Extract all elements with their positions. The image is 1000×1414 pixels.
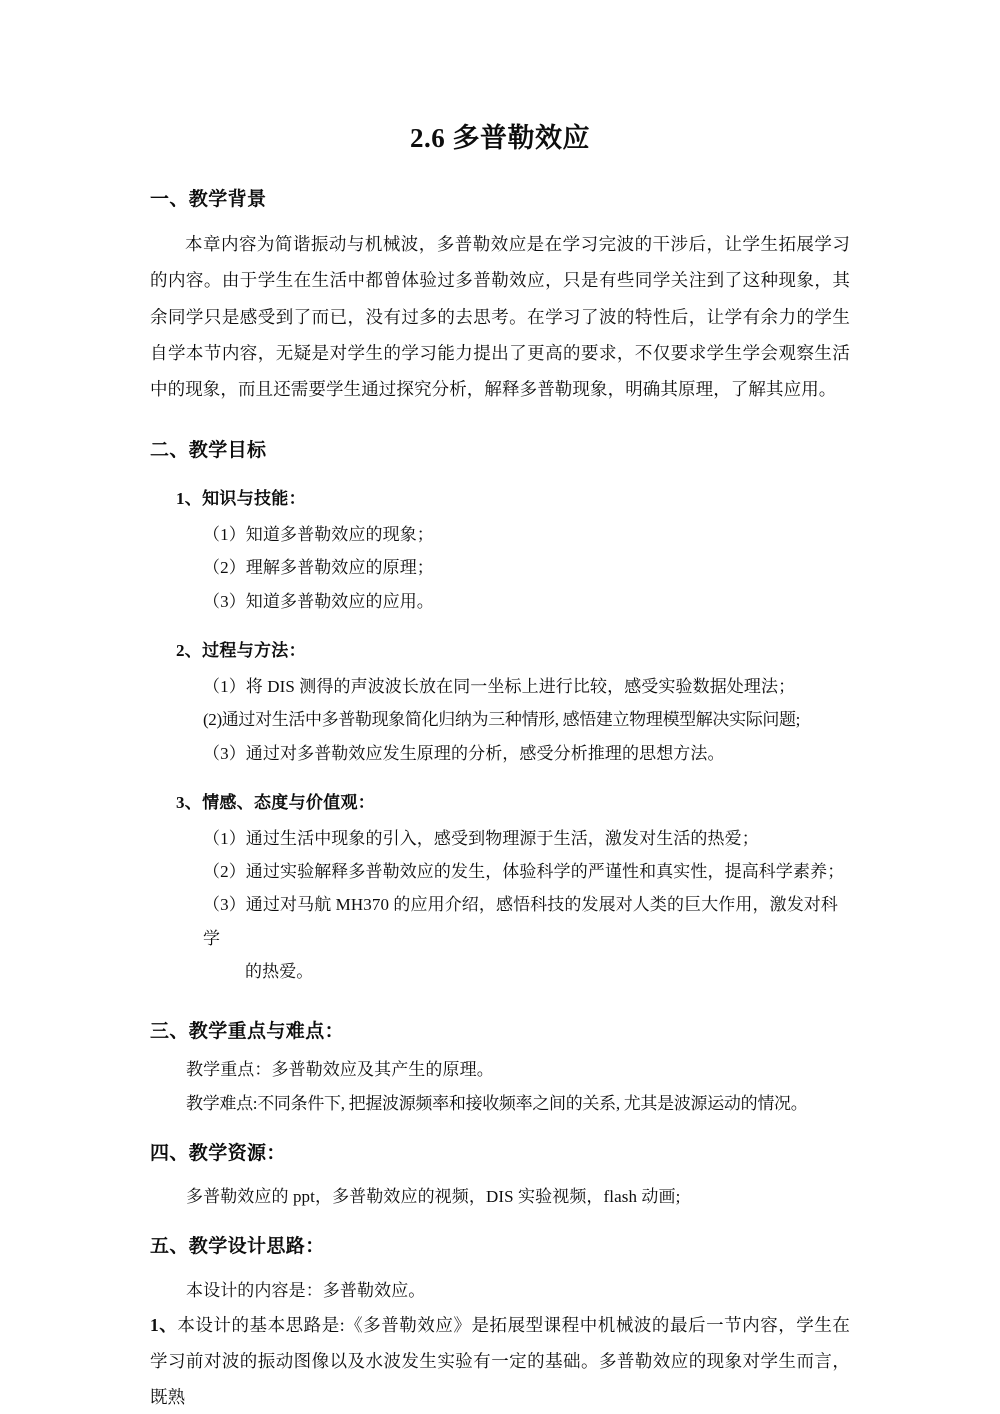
teaching-focus-line: 教学重点：多普勒效应及其产生的原理。 <box>186 1060 494 1080</box>
section-heading-objectives: 二、教学目标 <box>150 440 267 462</box>
background-paragraph: 本章内容为简谐振动与机械波，多普勒效应是在学习完波的干涉后，让学生拓展学习的内容。由于学生在生活中都曾体验过多普勒效应，只是有些同学关注到了这种现象，其余同学只是感受到了而已，没有过多的去思考。在学习了波的特性后，让学有余力的学生自学本节内容，无疑是对学生的学习能力提出了更高的要求，不仅要求学生学会观察生活中的现象，而且还需要学生通过探究分析，解释多普勒现象，明确其原理，了解其应用。 <box>150 234 850 400</box>
design-intro-line: 本设计的内容是：多普勒效应。 <box>186 1280 426 1300</box>
objective-group-label-process: 2、过程与方法： <box>176 640 306 660</box>
list-item: （1）知道多普勒效应的现象； <box>203 525 434 545</box>
section-heading-resources: 四、教学资源： <box>150 1142 286 1164</box>
section-heading-design: 五、教学设计思路： <box>150 1236 325 1258</box>
page-title: 2.6 多普勒效应 <box>410 123 590 153</box>
list-item: （3）知道多普勒效应的应用。 <box>203 591 434 611</box>
list-item: （2）理解多普勒效应的原理； <box>203 558 434 578</box>
design-point-1-number: 1、 <box>150 1314 178 1335</box>
resources-line: 多普勒效应的 ppt，多普勒效应的视频，DIS 实验视频，flash 动画; <box>186 1187 681 1207</box>
section-heading-background: 一、教学背景 <box>150 188 267 210</box>
list-item: （1）将 DIS 测得的声波波长放在同一坐标上进行比较，感受实验数据处理法； <box>203 677 796 697</box>
list-item <box>150 888 850 987</box>
list-item-continuation: 的热爱。 <box>245 961 314 981</box>
list-item: (2)通过对生活中多普勒现象简化归纳为三种情形, 感悟建立物理模型解决实际问题; <box>203 710 801 730</box>
objective-group-label-values: 3、情感、态度与价值观： <box>176 792 376 812</box>
list-item: （3）通过对多普勒效应发生原理的分析，感受分析推理的思想方法。 <box>203 743 725 763</box>
page-content <box>150 0 850 1414</box>
section-heading-key-points: 三、教学重点与难点： <box>150 1020 345 1042</box>
list-item-text: （3）通过对马航 MH370 的应用介绍，感悟科技的发展对人类的巨大作用，激发对科学 <box>203 895 838 948</box>
list-item: （2）通过实验解释多普勒效应的发生，体验科学的严谨性和真实性，提高科学素养； <box>203 862 845 882</box>
design-point-1 <box>150 1307 850 1414</box>
list-item: （1）通过生活中现象的引入，感受到物理源于生活，激发对生活的热爱； <box>203 829 759 849</box>
design-point-1-text: 本设计的基本思路是:《多普勒效应》是拓展型课程中机械波的最后一节内容，学生在学习前对波的振动图像以及水波发生实验有一定的基础。多普勒效应的现象对学生而言，既熟 <box>150 1314 850 1408</box>
objective-group-label-knowledge: 1、知识与技能： <box>176 488 306 508</box>
teaching-difficulty-line: 教学难点:不同条件下, 把握波源频率和接收频率之间的关系, 尤其是波源运动的情况。 <box>186 1093 808 1113</box>
